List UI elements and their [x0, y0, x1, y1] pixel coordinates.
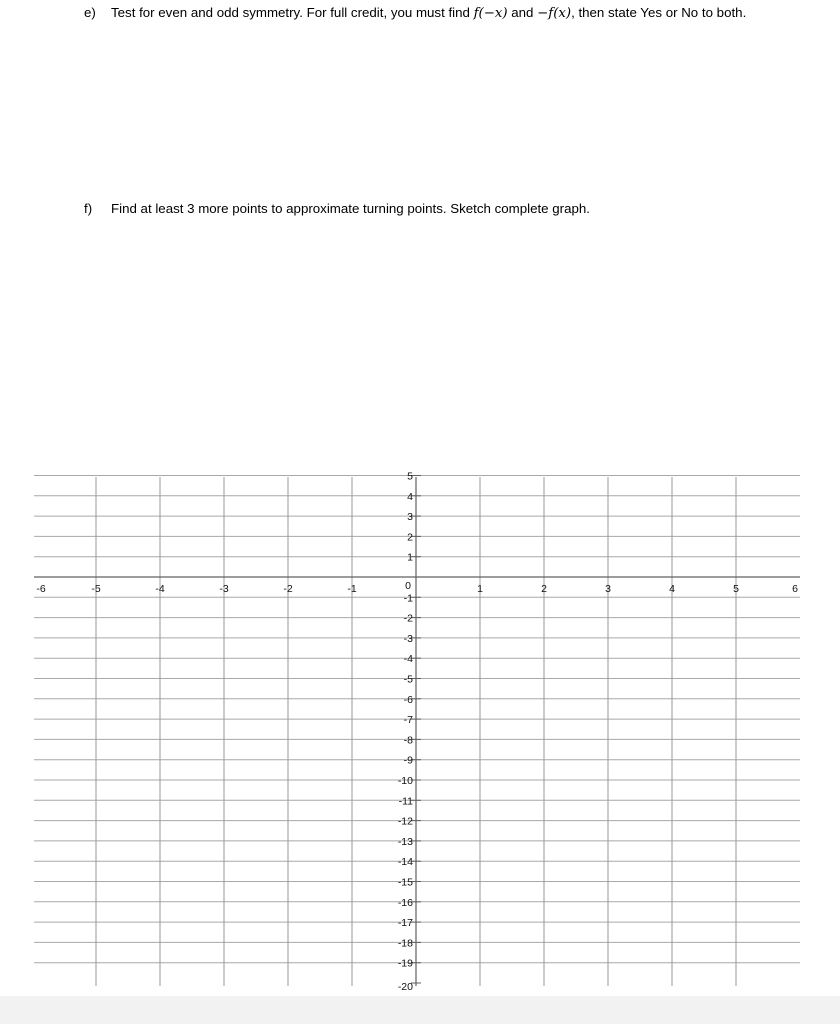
y-tick-label: -6 — [403, 693, 413, 706]
x-tick-label: 6 — [792, 583, 798, 595]
x-tick-label: -5 — [91, 583, 101, 595]
question-e-text-and: and — [507, 5, 538, 20]
x-tick-label: -4 — [155, 583, 165, 595]
y-tick-label: -10 — [397, 775, 413, 787]
y-tick-label: -4 — [403, 653, 413, 666]
page-bottom-edge — [0, 996, 840, 1024]
x-tick-label: 1 — [477, 583, 483, 595]
question-f-label: f) — [84, 201, 93, 216]
x-tick-label: -3 — [219, 583, 229, 595]
y-tick-label: -8 — [403, 734, 413, 747]
y-tick-label: -2 — [403, 612, 413, 625]
y-tick-label: -15 — [397, 876, 413, 889]
question-f-text: Find at least 3 more points to approximate turning points. Sketch complete graph. — [111, 201, 590, 216]
y-tick-label: -14 — [397, 856, 413, 869]
y-tick-label: -7 — [403, 714, 413, 727]
y-tick-label: 3 — [407, 511, 413, 524]
expression-negative-f-of-x: −f(x) — [537, 6, 572, 21]
y-tick-label: -3 — [403, 632, 413, 645]
y-tick-label: 1 — [407, 551, 413, 564]
y-tick-label: -9 — [403, 754, 413, 767]
origin-label: 0 — [405, 580, 411, 592]
y-tick-label: -17 — [397, 917, 413, 930]
y-tick-label: 4 — [407, 490, 413, 503]
y-tick-label: -19 — [397, 957, 413, 970]
x-tick-label: 4 — [669, 583, 675, 595]
x-tick-label: 3 — [605, 583, 611, 595]
x-tick-label: -2 — [283, 583, 293, 595]
y-tick-label: -18 — [397, 937, 413, 950]
y-tick-label: -13 — [397, 835, 413, 848]
question-e-label: e) — [84, 5, 96, 20]
question-e-text-part2: , then state Yes or No to both. — [571, 5, 747, 20]
x-tick-label: -6 — [36, 583, 46, 595]
y-tick-label: 2 — [407, 531, 413, 544]
y-tick-label: -12 — [397, 815, 413, 828]
y-tick-label: -20 — [397, 981, 413, 993]
question-e-text-part1: Test for even and odd symmetry. For full credit, you must find — [111, 5, 474, 20]
y-tick-label: 5 — [407, 470, 413, 483]
x-tick-label: -1 — [347, 583, 357, 595]
y-tick-label: -5 — [403, 673, 413, 686]
y-tick-label: -1 — [403, 592, 413, 605]
y-tick-label: -11 — [398, 795, 413, 808]
y-tick-label: -16 — [397, 896, 413, 909]
expression-f-of-negative-x: f(−x) — [473, 6, 508, 21]
x-tick-label: 2 — [541, 583, 547, 595]
x-tick-label: 5 — [733, 583, 739, 595]
